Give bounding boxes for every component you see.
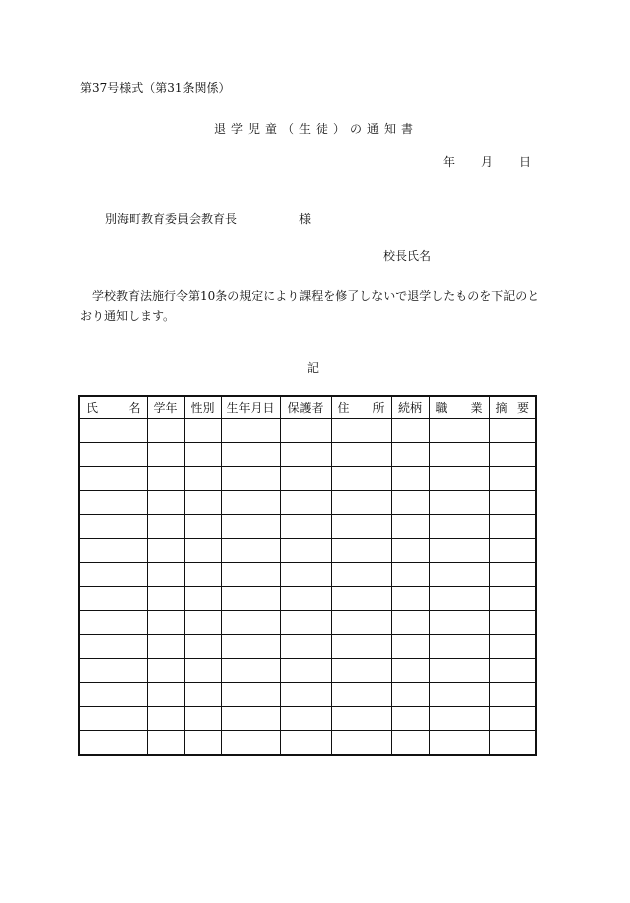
- table-header-row: [79, 396, 536, 419]
- table-cell: [221, 443, 280, 467]
- table-cell: [79, 659, 147, 683]
- table-cell: [221, 467, 280, 491]
- table-cell: [280, 635, 331, 659]
- table-cell: [280, 707, 331, 731]
- table-row: [79, 611, 536, 635]
- table-cell: [489, 731, 536, 756]
- table-cell: [331, 635, 391, 659]
- document-title: 退学児童（生徒）の通知書: [214, 122, 419, 136]
- table-cell: [391, 419, 429, 443]
- table-cell: [147, 683, 184, 707]
- table-cell: [147, 635, 184, 659]
- table-cell: [184, 587, 221, 611]
- table-row: [79, 683, 536, 707]
- table-cell: [184, 443, 221, 467]
- table-cell: [489, 611, 536, 635]
- date-month: 月: [481, 155, 494, 169]
- table-row: [79, 587, 536, 611]
- table-cell: [391, 587, 429, 611]
- ki-heading: 記: [307, 361, 320, 375]
- table-cell: [489, 419, 536, 443]
- table-cell: [147, 587, 184, 611]
- table-row: [79, 731, 536, 756]
- table-cell: [221, 707, 280, 731]
- table-cell: [280, 683, 331, 707]
- table-cell: [489, 443, 536, 467]
- table-cell: [221, 587, 280, 611]
- table-cell: [79, 611, 147, 635]
- principal-name-label: 校長氏名: [383, 249, 432, 263]
- table-cell: [429, 731, 489, 756]
- date-year: 年: [443, 155, 456, 169]
- column-header-occupation: 職 業: [429, 396, 489, 419]
- table-cell: [184, 635, 221, 659]
- table-cell: [391, 467, 429, 491]
- table-cell: [429, 443, 489, 467]
- table-cell: [184, 731, 221, 756]
- table-cell: [489, 707, 536, 731]
- table-cell: [331, 467, 391, 491]
- table-cell: [489, 491, 536, 515]
- column-header-gender: 性別: [184, 396, 221, 419]
- table-cell: [331, 707, 391, 731]
- table-cell: [429, 659, 489, 683]
- table-cell: [331, 443, 391, 467]
- table-cell: [221, 563, 280, 587]
- table-row: [79, 539, 536, 563]
- addressee: [105, 213, 311, 225]
- table-cell: [429, 419, 489, 443]
- table-cell: [184, 467, 221, 491]
- table-cell: [489, 587, 536, 611]
- table-row: [79, 491, 536, 515]
- column-header-remarks: 摘 要: [489, 396, 536, 419]
- table-row: [79, 515, 536, 539]
- table-cell: [221, 515, 280, 539]
- student-record-table: [78, 395, 537, 756]
- table-cell: [79, 443, 147, 467]
- table-cell: [147, 515, 184, 539]
- table-cell: [184, 515, 221, 539]
- table-cell: [331, 587, 391, 611]
- table-cell: [147, 419, 184, 443]
- table-cell: [331, 563, 391, 587]
- table-cell: [147, 707, 184, 731]
- table-cell: [147, 611, 184, 635]
- table-cell: [184, 659, 221, 683]
- table-cell: [331, 683, 391, 707]
- table-cell: [221, 635, 280, 659]
- table-cell: [489, 563, 536, 587]
- table-cell: [79, 419, 147, 443]
- table-cell: [429, 587, 489, 611]
- table-cell: [79, 587, 147, 611]
- table-cell: [391, 731, 429, 756]
- table-cell: [184, 707, 221, 731]
- table-cell: [221, 539, 280, 563]
- table-cell: [331, 515, 391, 539]
- table-cell: [331, 491, 391, 515]
- table-cell: [280, 419, 331, 443]
- table-cell: [221, 419, 280, 443]
- table-row: [79, 467, 536, 491]
- date-day: 日: [519, 155, 532, 169]
- table-cell: [489, 539, 536, 563]
- table-cell: [429, 635, 489, 659]
- table-cell: [147, 731, 184, 756]
- column-header-name: 氏 名: [79, 396, 147, 419]
- table-cell: [391, 443, 429, 467]
- table-cell: [391, 491, 429, 515]
- table-cell: [331, 419, 391, 443]
- table-cell: [429, 707, 489, 731]
- form-number: 第37号様式（第31条関係）: [80, 81, 231, 95]
- table-cell: [79, 563, 147, 587]
- table-cell: [391, 539, 429, 563]
- table-cell: [331, 611, 391, 635]
- date-line: [443, 156, 531, 168]
- table-cell: [280, 731, 331, 756]
- table-row: [79, 419, 536, 443]
- column-header-relationship: 続柄: [391, 396, 429, 419]
- table-cell: [280, 515, 331, 539]
- table-cell: [280, 491, 331, 515]
- table-cell: [79, 515, 147, 539]
- column-header-birthdate: 生年月日: [221, 396, 280, 419]
- column-header-address: 住 所: [331, 396, 391, 419]
- table-cell: [280, 659, 331, 683]
- table-cell: [391, 707, 429, 731]
- table-cell: [391, 683, 429, 707]
- table-cell: [221, 731, 280, 756]
- table-cell: [79, 683, 147, 707]
- column-header-grade: 学年: [147, 396, 184, 419]
- table-cell: [147, 491, 184, 515]
- body-text: 学校教育法施行令第10条の規定により課程を修了しないで退学したものを下記のとおり通知します。: [80, 289, 540, 323]
- table-cell: [280, 467, 331, 491]
- table-cell: [79, 491, 147, 515]
- table-cell: [184, 683, 221, 707]
- table-cell: [184, 419, 221, 443]
- table-cell: [429, 611, 489, 635]
- table-row: [79, 635, 536, 659]
- table-cell: [391, 515, 429, 539]
- table-cell: [489, 515, 536, 539]
- table-cell: [147, 563, 184, 587]
- table-cell: [391, 659, 429, 683]
- table-cell: [184, 611, 221, 635]
- table-cell: [221, 659, 280, 683]
- table-row: [79, 563, 536, 587]
- table-cell: [221, 611, 280, 635]
- table-cell: [184, 539, 221, 563]
- table-row: [79, 707, 536, 731]
- table-cell: [429, 515, 489, 539]
- addressee-name: 別海町教育委員会教育長: [105, 212, 238, 226]
- column-header-guardian: 保護者: [280, 396, 331, 419]
- table-cell: [331, 659, 391, 683]
- table-cell: [489, 659, 536, 683]
- addressee-honorific: 様: [299, 212, 312, 226]
- table-cell: [429, 467, 489, 491]
- table-cell: [429, 539, 489, 563]
- table-body: [79, 419, 536, 756]
- table-cell: [184, 563, 221, 587]
- table-cell: [489, 467, 536, 491]
- table-cell: [280, 587, 331, 611]
- table-cell: [147, 539, 184, 563]
- table-cell: [391, 635, 429, 659]
- table-cell: [184, 491, 221, 515]
- table-cell: [79, 707, 147, 731]
- table-cell: [429, 683, 489, 707]
- table-cell: [489, 683, 536, 707]
- table-cell: [280, 563, 331, 587]
- table-cell: [147, 659, 184, 683]
- table-cell: [79, 635, 147, 659]
- table-cell: [280, 443, 331, 467]
- table-cell: [147, 443, 184, 467]
- table-cell: [331, 539, 391, 563]
- table-cell: [429, 491, 489, 515]
- table-cell: [147, 467, 184, 491]
- table-cell: [79, 731, 147, 756]
- table-cell: [489, 635, 536, 659]
- table-cell: [280, 611, 331, 635]
- table-row: [79, 659, 536, 683]
- table-cell: [79, 467, 147, 491]
- table-cell: [391, 563, 429, 587]
- table-cell: [331, 731, 391, 756]
- table-cell: [391, 611, 429, 635]
- table-cell: [221, 491, 280, 515]
- table-cell: [429, 563, 489, 587]
- table-row: [79, 443, 536, 467]
- table-cell: [280, 539, 331, 563]
- table-cell: [79, 539, 147, 563]
- table-cell: [221, 683, 280, 707]
